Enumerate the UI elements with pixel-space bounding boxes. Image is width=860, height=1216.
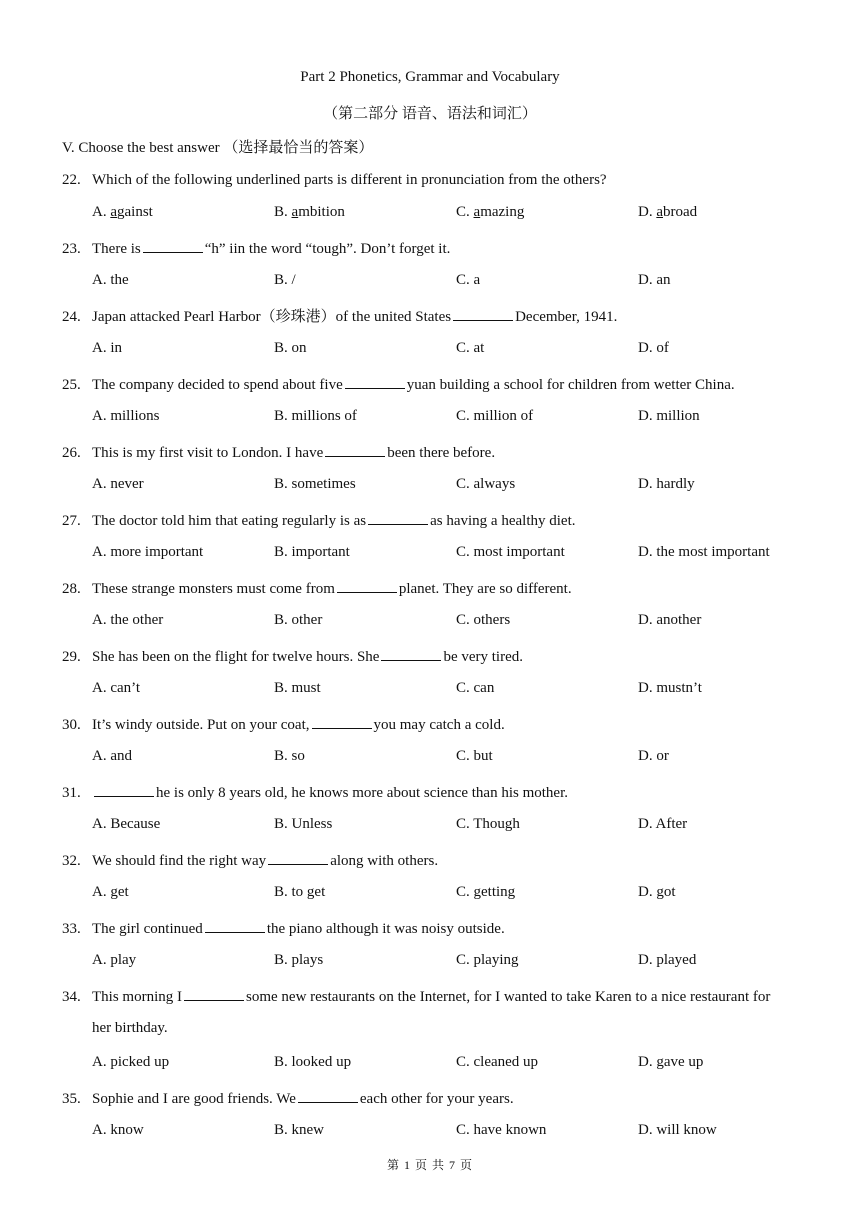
question-text: The girl continued xyxy=(92,921,203,937)
question-number: 24. xyxy=(62,309,81,325)
option-label: C. playing xyxy=(456,952,519,968)
section-heading: V. Choose the best answer （选择最恰当的答案） xyxy=(62,140,374,156)
option-label: B. on xyxy=(274,340,307,356)
option-label: C. can xyxy=(456,680,495,696)
option-b[interactable] xyxy=(274,1122,324,1139)
option-c[interactable] xyxy=(456,272,480,289)
answer-options xyxy=(92,544,812,564)
answer-blank xyxy=(381,646,441,661)
underlined-letter: a xyxy=(656,204,664,220)
question-text: The company decided to spend about five xyxy=(92,377,343,393)
option-b[interactable] xyxy=(274,1054,351,1071)
question-stem xyxy=(62,374,822,395)
option-label: B. plays xyxy=(274,952,324,968)
question-stem xyxy=(62,170,822,190)
question-text-after-blank: some new restaurants on the Internet, for I wanted to take Karen to a nice restaurant for xyxy=(246,989,771,1005)
question-text-after-blank: yuan building a school for children from wetter China. xyxy=(406,377,735,393)
option-label: B. looked up xyxy=(274,1054,352,1070)
option-b[interactable] xyxy=(274,476,356,493)
answer-options xyxy=(92,952,812,972)
option-a[interactable] xyxy=(92,1122,144,1139)
option-label: A. more important xyxy=(92,544,204,560)
option-label: C. at xyxy=(456,340,485,356)
option-d[interactable] xyxy=(638,1054,703,1071)
option-b[interactable] xyxy=(274,748,305,765)
answer-options xyxy=(92,1054,812,1074)
option-c[interactable] xyxy=(456,476,515,493)
question-text: Sophie and I are good friends. We xyxy=(92,1091,296,1107)
option-label: C. most important xyxy=(456,544,565,560)
option-b[interactable] xyxy=(274,408,357,425)
question-stem xyxy=(62,238,822,259)
option-label: D. will know xyxy=(638,1122,717,1138)
question-text-after-blank: “h” iin the word “tough”. Don’t forget it. xyxy=(204,241,451,257)
answer-options xyxy=(92,1122,812,1142)
option-rest: mazing xyxy=(480,204,525,220)
question-text-after-blank: December, 1941. xyxy=(515,309,618,325)
option-label: C. Though xyxy=(456,816,520,832)
question-number: 23. xyxy=(62,241,81,257)
option-label: C. have known xyxy=(456,1122,547,1138)
question-stem xyxy=(62,714,822,735)
option-d[interactable] xyxy=(638,544,770,561)
option-a[interactable] xyxy=(92,204,153,221)
option-c[interactable] xyxy=(456,884,515,901)
option-label: A. the xyxy=(92,272,129,288)
answer-blank xyxy=(345,374,405,389)
answer-options xyxy=(92,408,812,428)
question-text-after-blank: as having a healthy diet. xyxy=(430,513,576,529)
question-text: The doctor told him that eating regularly is as xyxy=(92,513,367,529)
question-text: Which of the following underlined parts is different in pronunciation from the others? xyxy=(92,172,607,188)
option-d[interactable] xyxy=(638,748,669,765)
option-label: C. others xyxy=(456,612,511,628)
option-label: A. and xyxy=(92,748,132,764)
underlined-letter: a xyxy=(291,204,299,220)
option-b[interactable] xyxy=(274,952,323,969)
question-number: 30. xyxy=(62,717,81,733)
option-d[interactable] xyxy=(638,340,669,357)
question-number: 25. xyxy=(62,377,81,393)
answer-blank xyxy=(94,782,154,797)
option-c[interactable] xyxy=(456,1054,538,1071)
question-text: This morning I xyxy=(92,989,182,1005)
question-number: 35. xyxy=(62,1091,81,1107)
option-label: A. know xyxy=(92,1122,144,1138)
question-stem xyxy=(62,850,822,871)
option-label: B. / xyxy=(274,272,296,288)
page-number-footer: 第 1 页 共 7 页 xyxy=(386,1158,473,1172)
question-stem xyxy=(62,510,822,531)
option-label: D. an xyxy=(638,272,671,288)
option-label: D. After xyxy=(638,816,688,832)
question-text-after-blank: been there before. xyxy=(387,445,496,461)
option-c[interactable] xyxy=(456,680,494,697)
answer-blank xyxy=(325,442,385,457)
option-d[interactable] xyxy=(638,204,697,221)
answer-blank xyxy=(205,918,265,933)
question-text: We should find the right way xyxy=(92,853,267,869)
option-rest: gainst xyxy=(117,204,153,220)
option-a[interactable] xyxy=(92,612,163,629)
answer-options xyxy=(92,748,812,768)
option-b[interactable] xyxy=(274,816,332,833)
option-label: D. mustn’t xyxy=(638,680,702,696)
option-label: D. xyxy=(638,204,657,220)
underlined-letter: a xyxy=(473,204,481,220)
option-c[interactable] xyxy=(456,612,510,629)
question-number: 22. xyxy=(62,172,81,188)
option-label: D. of xyxy=(638,340,669,356)
option-b[interactable] xyxy=(274,204,345,221)
option-label: B. xyxy=(274,204,292,220)
part-subtitle: （第二部分 语音、语法和词汇） xyxy=(323,106,537,122)
answer-blank xyxy=(312,714,372,729)
answer-blank xyxy=(368,510,428,525)
question-text-after-blank: the piano although it was noisy outside. xyxy=(266,921,505,937)
question-text: This is my first visit to London. I have xyxy=(92,445,324,461)
option-label: C. getting xyxy=(456,884,516,900)
option-a[interactable] xyxy=(92,952,136,969)
question-text: Japan attacked Pearl Harbor（珍珠港）of the united States xyxy=(92,309,452,325)
option-label: D. million xyxy=(638,408,700,424)
option-label: B. must xyxy=(274,680,321,696)
option-label: A. xyxy=(92,204,111,220)
answer-options xyxy=(92,612,812,632)
option-label: C. always xyxy=(456,476,516,492)
answer-options xyxy=(92,476,812,496)
option-c[interactable] xyxy=(456,952,519,969)
question-number: 26. xyxy=(62,445,81,461)
question-number: 33. xyxy=(62,921,81,937)
question-number: 27. xyxy=(62,513,81,529)
option-label: B. millions of xyxy=(274,408,357,424)
answer-blank xyxy=(337,578,397,593)
question-text: She has been on the flight for twelve hours. She xyxy=(92,649,380,665)
option-b[interactable] xyxy=(274,884,325,901)
option-c[interactable] xyxy=(456,544,565,561)
option-label: A. Because xyxy=(92,816,161,832)
question-stem xyxy=(62,918,822,939)
answer-blank xyxy=(268,850,328,865)
question-text-continued: her birthday. xyxy=(92,1020,168,1036)
question-stem xyxy=(62,306,822,327)
option-a[interactable] xyxy=(92,476,144,493)
option-d[interactable] xyxy=(638,408,700,425)
option-a[interactable] xyxy=(92,544,203,561)
part-title: Part 2 Phonetics, Grammar and Vocabulary xyxy=(300,69,560,85)
option-c[interactable] xyxy=(456,408,533,425)
question-number: 28. xyxy=(62,581,81,597)
option-b[interactable] xyxy=(274,612,322,629)
option-c[interactable] xyxy=(456,816,520,833)
option-c[interactable] xyxy=(456,748,493,765)
option-label: D. the most important xyxy=(638,544,770,560)
answer-blank xyxy=(143,238,203,253)
option-label: B. so xyxy=(274,748,305,764)
option-label: B. knew xyxy=(274,1122,324,1138)
option-label: B. important xyxy=(274,544,350,560)
question-text: It’s windy outside. Put on your coat, xyxy=(92,717,310,733)
option-d[interactable] xyxy=(638,884,676,901)
option-d[interactable] xyxy=(638,1122,717,1139)
option-label: A. never xyxy=(92,476,144,492)
question-number: 34. xyxy=(62,989,81,1005)
answer-blank xyxy=(184,986,244,1001)
question-stem xyxy=(62,578,822,599)
option-label: D. or xyxy=(638,748,669,764)
option-label: B. other xyxy=(274,612,323,628)
option-label: A. picked up xyxy=(92,1054,170,1070)
question-number: 32. xyxy=(62,853,81,869)
option-a[interactable] xyxy=(92,272,129,289)
option-label: D. got xyxy=(638,884,676,900)
option-b[interactable] xyxy=(274,272,296,289)
option-a[interactable] xyxy=(92,884,129,901)
question-number: 29. xyxy=(62,649,81,665)
option-a[interactable] xyxy=(92,1054,169,1071)
option-a[interactable] xyxy=(92,748,132,765)
option-label: A. can’t xyxy=(92,680,141,696)
question-text-after-blank: planet. They are so different. xyxy=(398,581,572,597)
option-d[interactable] xyxy=(638,952,696,969)
option-a[interactable] xyxy=(92,340,122,357)
answer-options xyxy=(92,884,812,904)
option-label: D. hardly xyxy=(638,476,695,492)
option-label: C. xyxy=(456,204,474,220)
option-label: B. to get xyxy=(274,884,326,900)
question-text-after-blank: along with others. xyxy=(330,853,439,869)
option-label: A. play xyxy=(92,952,137,968)
question-text-after-blank: you may catch a cold. xyxy=(373,717,505,733)
option-label: B. Unless xyxy=(274,816,333,832)
question-text-after-blank: each other for your years. xyxy=(359,1091,514,1107)
option-a[interactable] xyxy=(92,408,160,425)
answer-blank xyxy=(453,306,513,321)
question-stem xyxy=(62,782,822,803)
answer-options xyxy=(92,816,812,836)
option-label: C. but xyxy=(456,748,493,764)
option-b[interactable] xyxy=(274,544,350,561)
answer-options xyxy=(92,340,812,360)
option-d[interactable] xyxy=(638,476,695,493)
option-a[interactable] xyxy=(92,816,160,833)
option-label: A. millions xyxy=(92,408,160,424)
option-label: D. gave up xyxy=(638,1054,704,1070)
option-label: C. cleaned up xyxy=(456,1054,539,1070)
option-c[interactable] xyxy=(456,340,484,357)
question-stem xyxy=(62,986,822,1007)
question-text-after-blank: he is only 8 years old, he knows more about science than his mother. xyxy=(156,785,568,801)
option-a[interactable] xyxy=(92,680,140,697)
option-label: D. played xyxy=(638,952,697,968)
option-c[interactable] xyxy=(456,204,524,221)
answer-blank xyxy=(298,1088,358,1103)
question-stem xyxy=(62,646,822,667)
option-label: A. get xyxy=(92,884,129,900)
question-stem xyxy=(62,1088,822,1109)
option-label: A. in xyxy=(92,340,122,356)
option-b[interactable] xyxy=(274,680,321,697)
question-stem xyxy=(62,442,822,463)
option-d[interactable] xyxy=(638,816,687,833)
option-label: D. another xyxy=(638,612,702,628)
question-text: These strange monsters must come from xyxy=(92,581,335,597)
question-text-after-blank: be very tired. xyxy=(443,649,524,665)
question-number: 31. xyxy=(62,785,81,801)
option-rest: mbition xyxy=(298,204,345,220)
option-c[interactable] xyxy=(456,1122,546,1139)
answer-options xyxy=(92,680,812,700)
option-label: A. the other xyxy=(92,612,164,628)
option-rest: broad xyxy=(663,204,698,220)
answer-options xyxy=(92,204,812,224)
option-d[interactable] xyxy=(638,272,671,289)
option-label: C. million of xyxy=(456,408,534,424)
answer-options xyxy=(92,272,812,292)
option-label: C. a xyxy=(456,272,481,288)
option-label: B. sometimes xyxy=(274,476,356,492)
question-text: There is xyxy=(92,241,141,257)
option-d[interactable] xyxy=(638,680,702,697)
underlined-letter: a xyxy=(110,204,118,220)
option-b[interactable] xyxy=(274,340,307,357)
option-d[interactable] xyxy=(638,612,701,629)
